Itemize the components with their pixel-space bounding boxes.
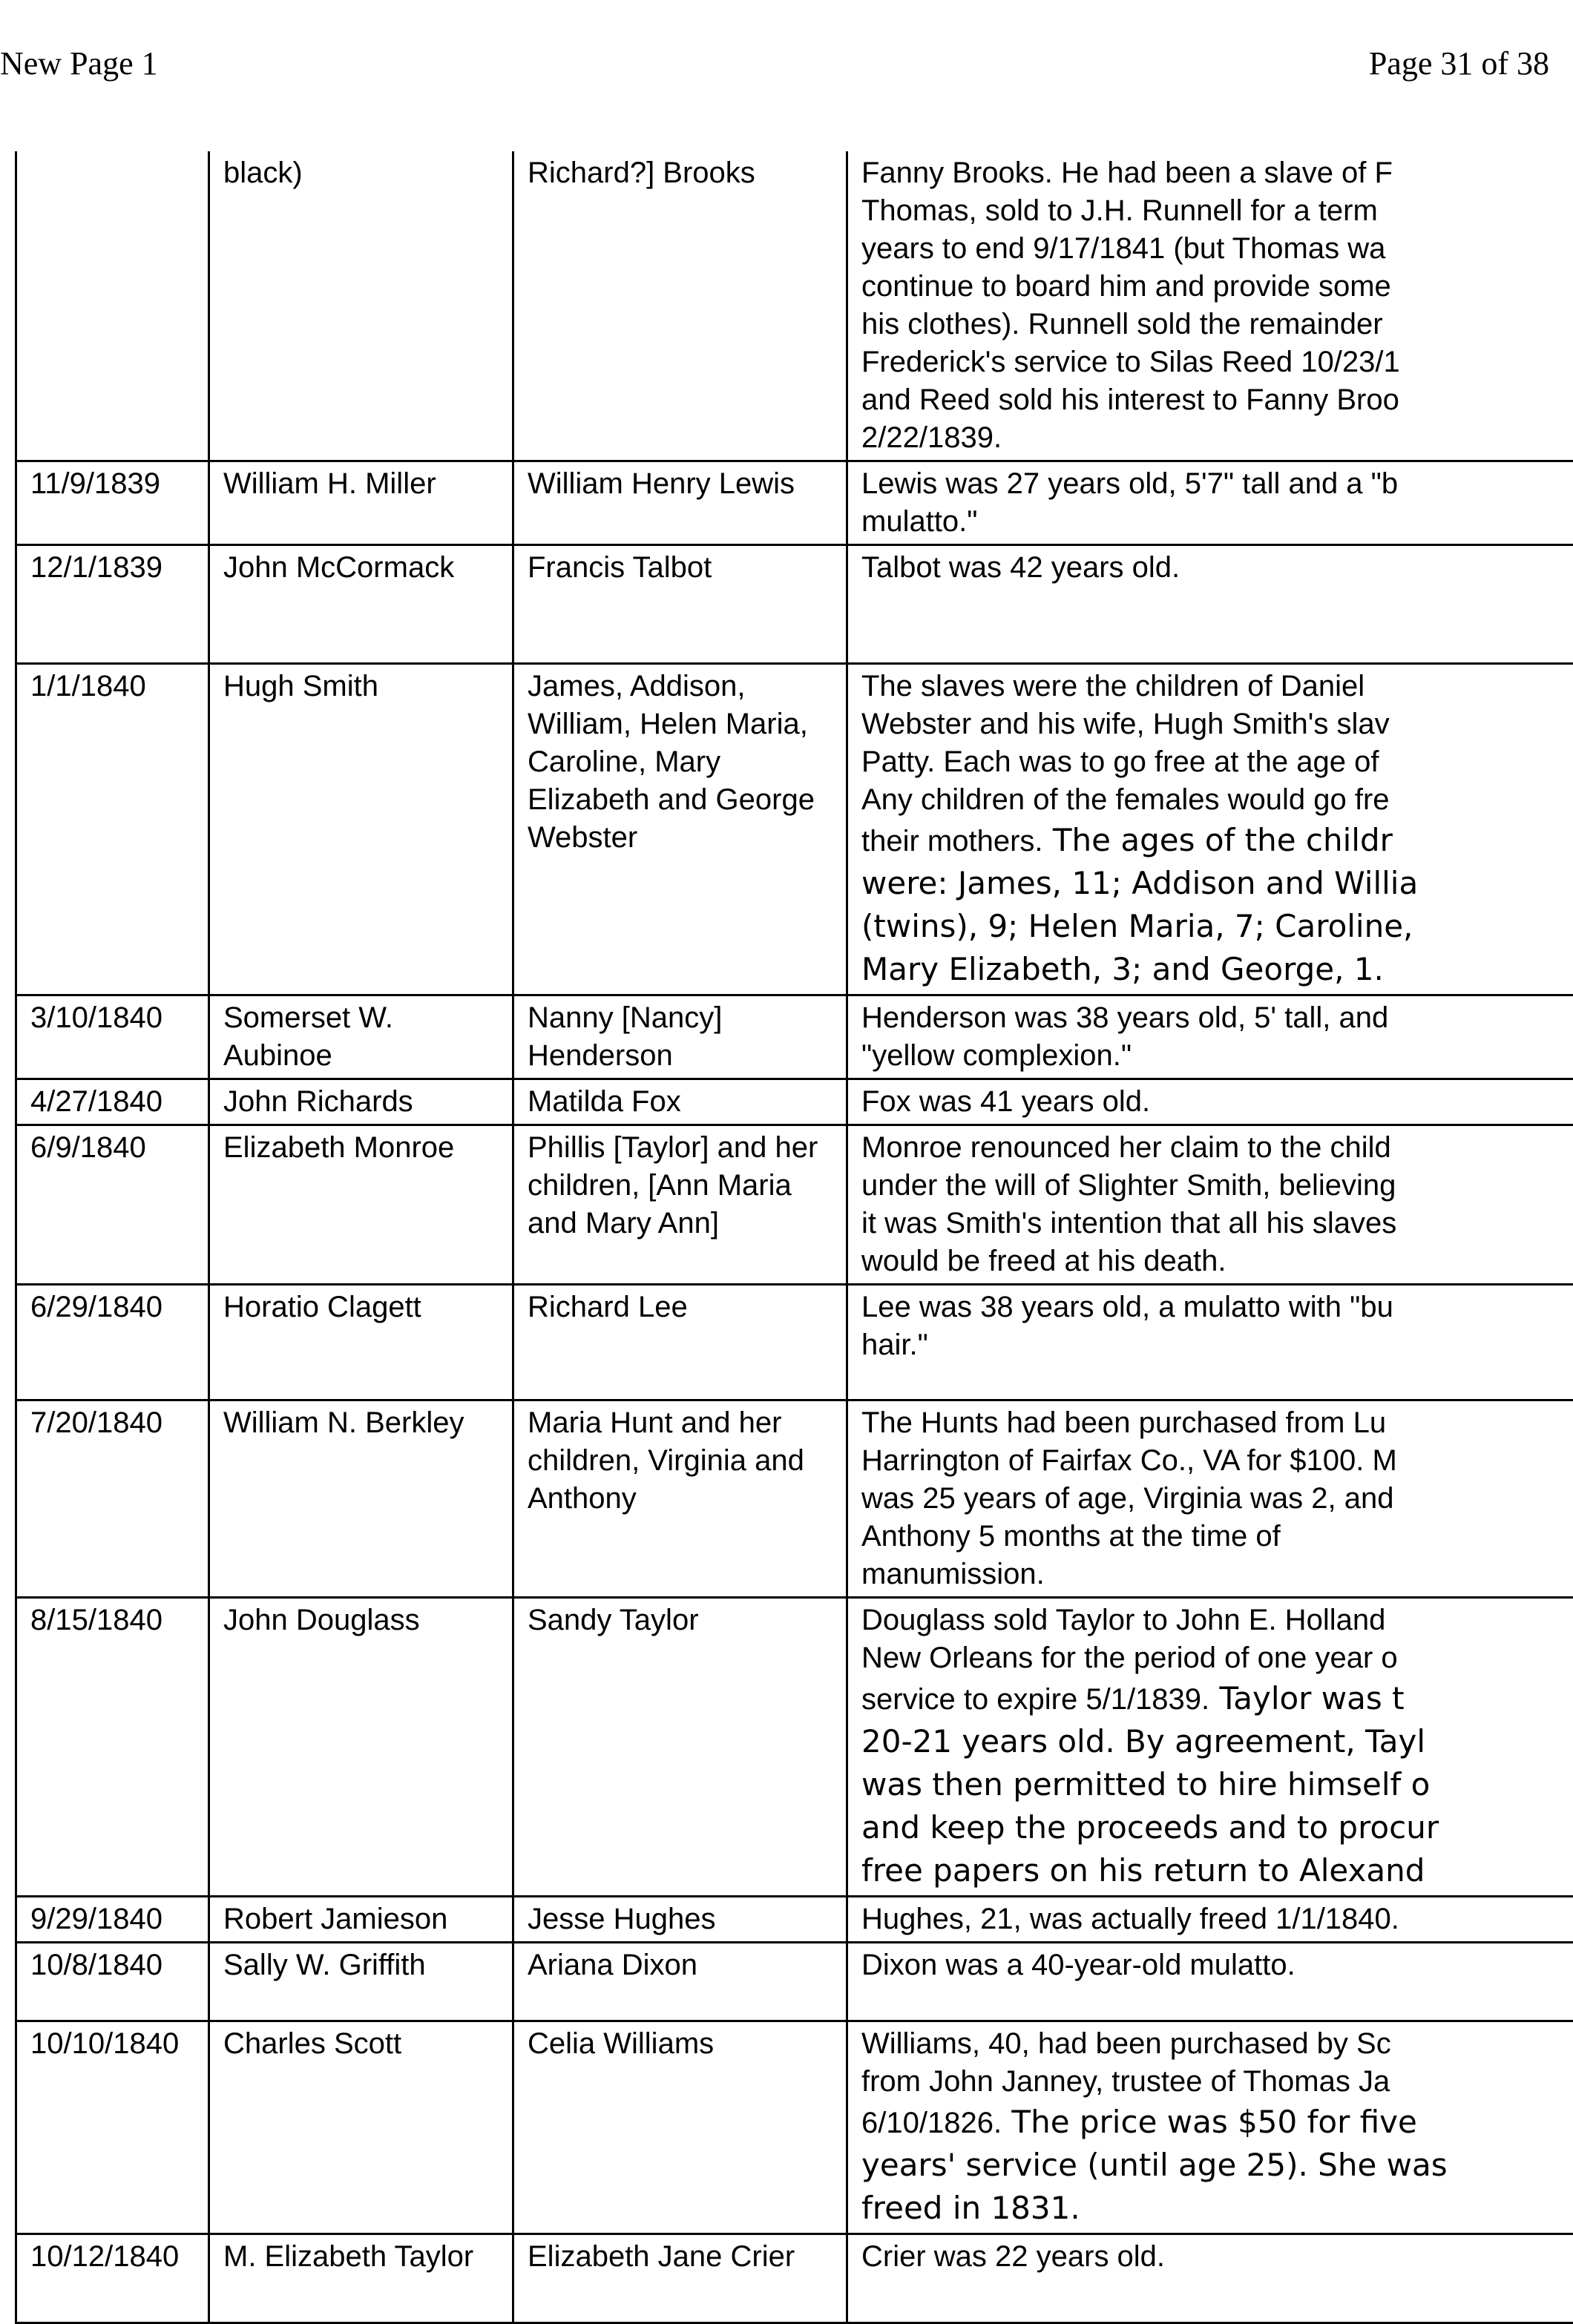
owner-cell: Elizabeth Monroe — [209, 1125, 513, 1285]
notes-line: "yellow complexion." — [861, 1039, 1132, 1072]
notes-line: New Orleans for the period of one year o — [861, 1642, 1398, 1674]
notes-line: Talbot was 42 years old. — [861, 551, 1180, 584]
table-row — [16, 545, 1573, 664]
notes-line: Monroe renounced her claim to the child — [861, 1131, 1391, 1164]
notes-line: Douglass sold Taylor to John E. Holland — [861, 1604, 1385, 1636]
notes-line: Williams, 40, had been purchased by Sc — [861, 2027, 1391, 2060]
notes-line-large: (twins), 9; Helen Maria, 7; Caroline, — [861, 908, 1413, 944]
notes-line-large: Mary Elizabeth, 3; and George, 1. — [861, 951, 1384, 987]
notes-cell — [847, 1943, 1573, 2021]
notes-line: years to end 9/17/1841 (but Thomas wa — [861, 232, 1385, 265]
table-body — [16, 151, 1573, 2323]
notes-line-large: years' service (until age 25). She was — [861, 2147, 1448, 2183]
owner-cell: Somerset W. Aubinoe — [209, 995, 513, 1079]
notes-line: service to expire 5/1/1839. — [861, 1683, 1209, 1716]
slave-cell: Francis Talbot — [513, 545, 847, 664]
slave-cell: Celia Williams — [513, 2021, 847, 2234]
notes-cell — [847, 1400, 1573, 1598]
date-cell: 9/29/1840 — [16, 1897, 209, 1943]
table-row — [16, 2234, 1573, 2323]
notes-cell — [847, 1598, 1573, 1897]
notes-line: Any children of the females would go fre — [861, 783, 1390, 816]
notes-line: his clothes). Runnell sold the remainder — [861, 308, 1383, 340]
notes-line: Hughes, 21, was actually freed 1/1/1840. — [861, 1903, 1399, 1935]
slave-cell: Elizabeth Jane Crier — [513, 2234, 847, 2323]
notes-line-large: was then permitted to hire himself o — [861, 1766, 1430, 1803]
page-number: Page 31 of 38 — [1369, 45, 1549, 82]
notes-line: and Reed sold his interest to Fanny Broo — [861, 384, 1399, 416]
date-cell: 8/15/1840 — [16, 1598, 209, 1897]
owner-cell: John Douglass — [209, 1598, 513, 1897]
date-cell: 11/9/1839 — [16, 461, 209, 545]
notes-line-large: freed in 1831. — [861, 2190, 1080, 2226]
slave-cell: Ariana Dixon — [513, 1943, 847, 2021]
notes-cell — [847, 1079, 1573, 1125]
table-row — [16, 461, 1573, 545]
slave-cell: Richard Lee — [513, 1285, 847, 1400]
table-row — [16, 1285, 1573, 1400]
notes-line: The Hunts had been purchased from Lu — [861, 1406, 1386, 1439]
notes-line: Lewis was 27 years old, 5'7" tall and a "b — [861, 467, 1398, 500]
notes-line: Harrington of Fairfax Co., VA for $100. M — [861, 1444, 1397, 1477]
notes-line: Webster and his wife, Hugh Smith's slav — [861, 708, 1390, 740]
notes-line: Fox was 41 years old. — [861, 1085, 1150, 1118]
owner-cell: John McCormack — [209, 545, 513, 664]
notes-cell — [847, 1285, 1573, 1400]
notes-line: Lee was 38 years old, a mulatto with "bu — [861, 1291, 1393, 1323]
notes-cell — [847, 545, 1573, 664]
notes-cell — [847, 2021, 1573, 2234]
owner-cell: Sally W. Griffith — [209, 1943, 513, 2021]
table-row — [16, 1079, 1573, 1125]
date-cell: 10/10/1840 — [16, 2021, 209, 2234]
page-header — [0, 45, 1573, 96]
manumission-table — [15, 151, 1573, 2324]
owner-cell: Hugh Smith — [209, 664, 513, 995]
table-row — [16, 995, 1573, 1079]
date-cell: 7/20/1840 — [16, 1400, 209, 1598]
date-cell: 3/10/1840 — [16, 995, 209, 1079]
slave-cell: Richard?] Brooks — [513, 151, 847, 461]
slave-cell: William Henry Lewis — [513, 461, 847, 545]
notes-line: continue to board him and provide some — [861, 270, 1391, 303]
slave-cell: Matilda Fox — [513, 1079, 847, 1125]
date-cell: 6/9/1840 — [16, 1125, 209, 1285]
notes-cell — [847, 664, 1573, 995]
notes-line-large: Taylor was t — [1209, 1680, 1404, 1716]
owner-cell: black) — [209, 151, 513, 461]
notes-line: Dixon was a 40-year-old mulatto. — [861, 1949, 1295, 1981]
notes-line-large: The ages of the childr — [1043, 822, 1393, 858]
table-row — [16, 2021, 1573, 2234]
table-row — [16, 1125, 1573, 1285]
notes-line-large: free papers on his return to Alexand — [861, 1852, 1425, 1889]
owner-cell: Charles Scott — [209, 2021, 513, 2234]
date-cell: 4/27/1840 — [16, 1079, 209, 1125]
notes-line: Frederick's service to Silas Reed 10/23/1 — [861, 346, 1400, 378]
page-title: New Page 1 — [0, 45, 158, 82]
notes-line: Fanny Brooks. He had been a slave of F — [861, 157, 1393, 189]
owner-cell: Horatio Clagett — [209, 1285, 513, 1400]
date-cell: 10/8/1840 — [16, 1943, 209, 2021]
table-row — [16, 1400, 1573, 1598]
notes-cell — [847, 1897, 1573, 1943]
table-row — [16, 664, 1573, 995]
notes-line: The slaves were the children of Daniel — [861, 670, 1365, 702]
owner-cell: William N. Berkley — [209, 1400, 513, 1598]
notes-cell — [847, 461, 1573, 545]
notes-line: Thomas, sold to J.H. Runnell for a term — [861, 194, 1378, 227]
notes-line: 6/10/1826. — [861, 2107, 1002, 2139]
notes-line: hair." — [861, 1329, 928, 1361]
slave-cell: Jesse Hughes — [513, 1897, 847, 1943]
notes-cell — [847, 151, 1573, 461]
table-row — [16, 1897, 1573, 1943]
slave-cell: James, Addison, William, Helen Maria, Caroline, Mary Elizabeth and George Webster — [513, 664, 847, 995]
slave-cell: Maria Hunt and her children, Virginia and Anthony — [513, 1400, 847, 1598]
notes-line: from John Janney, trustee of Thomas Ja — [861, 2065, 1390, 2098]
notes-line-large: and keep the proceeds and to procur — [861, 1809, 1439, 1846]
notes-line: Patty. Each was to go free at the age of — [861, 745, 1379, 778]
notes-line: mulatto." — [861, 505, 977, 538]
date-cell: 6/29/1840 — [16, 1285, 209, 1400]
notes-cell — [847, 1125, 1573, 1285]
date-cell: 1/1/1840 — [16, 664, 209, 995]
owner-cell: Robert Jamieson — [209, 1897, 513, 1943]
notes-line-large: were: James, 11; Addison and Willia — [861, 865, 1418, 901]
date-cell: 12/1/1839 — [16, 545, 209, 664]
owner-cell: M. Elizabeth Taylor — [209, 2234, 513, 2323]
slave-cell: Phillis [Taylor] and her children, [Ann Maria and Mary Ann] — [513, 1125, 847, 1285]
slave-cell: Sandy Taylor — [513, 1598, 847, 1897]
notes-line: was 25 years of age, Virginia was 2, and — [861, 1482, 1393, 1515]
slave-cell: Nanny [Nancy] Henderson — [513, 995, 847, 1079]
notes-line: Crier was 22 years old. — [861, 2240, 1165, 2273]
notes-line: their mothers. — [861, 825, 1043, 857]
date-cell — [16, 151, 209, 461]
table-row — [16, 151, 1573, 461]
notes-line: Henderson was 38 years old, 5' tall, and — [861, 1001, 1388, 1034]
notes-line: manumission. — [861, 1558, 1045, 1590]
notes-line: 2/22/1839. — [861, 421, 1002, 454]
notes-line: would be freed at his death. — [861, 1245, 1226, 1277]
notes-line-large: The price was $50 for five — [1002, 2104, 1417, 2140]
table-row — [16, 1598, 1573, 1897]
notes-cell — [847, 2234, 1573, 2323]
notes-line: Anthony 5 months at the time of — [861, 1520, 1281, 1553]
owner-cell: John Richards — [209, 1079, 513, 1125]
date-cell: 10/12/1840 — [16, 2234, 209, 2323]
notes-cell — [847, 995, 1573, 1079]
table-row — [16, 1943, 1573, 2021]
owner-cell: William H. Miller — [209, 461, 513, 545]
notes-line: under the will of Slighter Smith, believing — [861, 1169, 1396, 1202]
notes-line-large: 20-21 years old. By agreement, Tayl — [861, 1723, 1425, 1760]
notes-line: it was Smith's intention that all his slaves — [861, 1207, 1396, 1240]
